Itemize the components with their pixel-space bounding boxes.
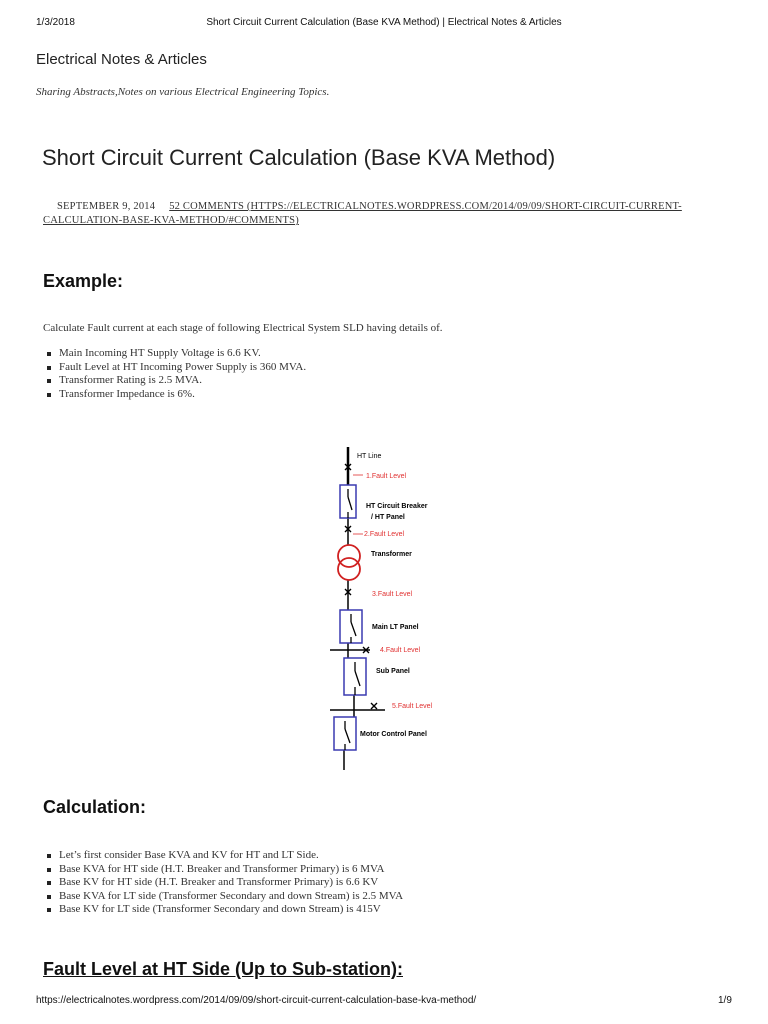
print-url: https://electricalnotes.wordpress.com/2014/09/09/short-circuit-current-calculation-base-kva-method/ bbox=[36, 995, 477, 1006]
label-transformer: Transformer bbox=[371, 551, 412, 558]
list-item: Base KVA for LT side (Transformer Secondary and down Stream) is 2.5 MVA bbox=[43, 890, 403, 904]
post-title: Short Circuit Current Calculation (Base KVA Method) bbox=[42, 145, 556, 170]
print-date: 1/3/2018 bbox=[36, 17, 75, 28]
example-heading: Example: bbox=[43, 271, 124, 291]
example-intro: Calculate Fault current at each stage of following Electrical System SLD having details of. bbox=[43, 322, 443, 334]
label-ht-line: HT Line bbox=[357, 453, 382, 460]
post-meta bbox=[43, 200, 733, 228]
label-fault-5: 5.Fault Level bbox=[392, 703, 433, 710]
calculation-list bbox=[43, 849, 403, 917]
print-page-title: Short Circuit Current Calculation (Base KVA Method) | Electrical Notes & Articles bbox=[206, 17, 562, 28]
fault-level-ht-heading: Fault Level at HT Side (Up to Sub-station): bbox=[43, 959, 403, 979]
label-fault-4: 4.Fault Level bbox=[380, 647, 421, 654]
comments-link[interactable]: 52 COMMENTS (HTTPS://ELECTRICALNOTES.WORDPRESS.COM/2014/09/09/SHORT-CIRCUIT-CURRENT-CALCULATION-BASE-KVA-METHOD/#COMMENTS) bbox=[43, 201, 682, 226]
label-motor-panel: Motor Control Panel bbox=[360, 731, 427, 738]
transformer-symbol bbox=[338, 545, 360, 580]
label-fault-2: 2.Fault Level bbox=[364, 531, 405, 538]
sld-diagram bbox=[300, 440, 470, 775]
label-main-lt: Main LT Panel bbox=[372, 624, 419, 631]
list-item: Base KVA for HT side (H.T. Breaker and Transformer Primary) is 6 MVA bbox=[43, 863, 403, 877]
site-tagline: Sharing Abstracts,Notes on various Electrical Engineering Topics. bbox=[36, 86, 330, 98]
example-list bbox=[43, 347, 306, 401]
fault-mark-5 bbox=[371, 703, 377, 709]
list-item: Transformer Rating is 2.5 MVA. bbox=[43, 374, 306, 388]
list-item: Main Incoming HT Supply Voltage is 6.6 KV. bbox=[43, 347, 306, 361]
label-ht-breaker: HT Circuit Breaker bbox=[366, 503, 428, 510]
label-fault-3: 3.Fault Level bbox=[372, 591, 413, 598]
list-item: Base KV for HT side (H.T. Breaker and Transformer Primary) is 6.6 KV bbox=[43, 876, 403, 890]
site-title-link[interactable]: Electrical Notes & Articles bbox=[36, 51, 207, 68]
label-ht-panel: / HT Panel bbox=[371, 514, 405, 521]
label-sub-panel: Sub Panel bbox=[376, 668, 410, 675]
calculation-heading: Calculation: bbox=[43, 797, 147, 817]
print-page-number: 1/9 bbox=[718, 995, 732, 1006]
post-date: SEPTEMBER 9, 2014 bbox=[57, 201, 156, 212]
label-fault-1: 1.Fault Level bbox=[366, 473, 407, 480]
list-item: Let’s first consider Base KVA and KV for HT and LT Side. bbox=[43, 849, 403, 863]
list-item: Transformer Impedance is 6%. bbox=[43, 388, 306, 402]
list-item: Base KV for LT side (Transformer Secondary and down Stream) is 415V bbox=[43, 903, 403, 917]
list-item: Fault Level at HT Incoming Power Supply is 360 MVA. bbox=[43, 361, 306, 375]
